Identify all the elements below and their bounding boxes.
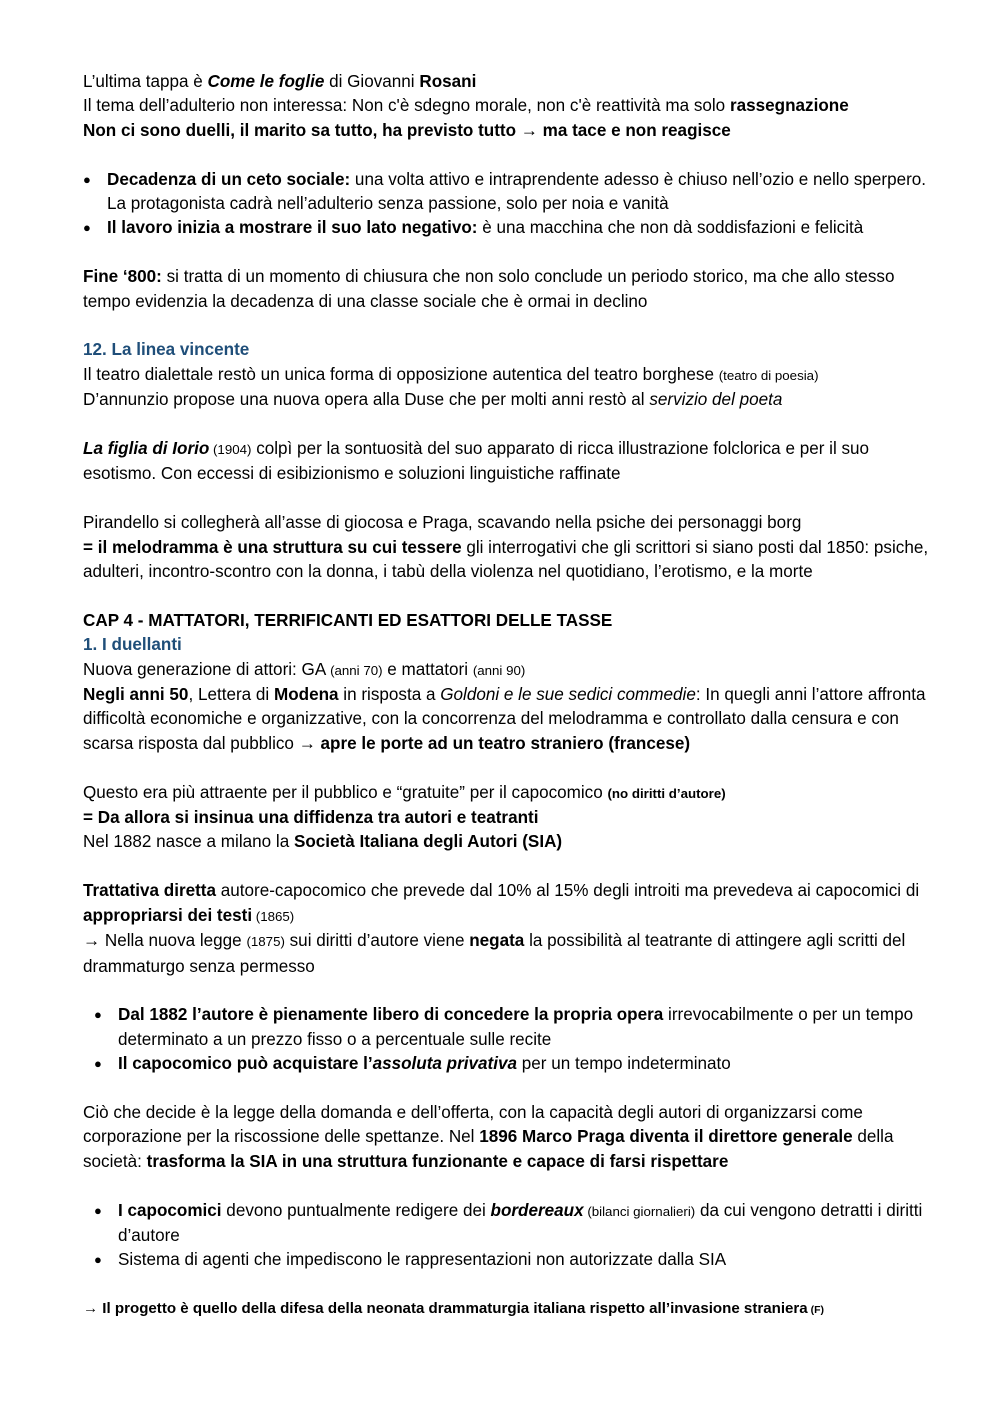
cap4-p3: [83, 781, 933, 806]
emphasis: rassegnazione: [729, 96, 849, 116]
text: Nuova generazione di attori: GA: [83, 659, 331, 679]
list-item: [83, 1052, 933, 1076]
emphasis: negata: [469, 931, 525, 951]
list-item: [83, 1199, 933, 1249]
document-page: [83, 70, 933, 1323]
author-name: Rosani: [419, 72, 477, 91]
note: (1865): [252, 908, 295, 924]
text: Il teatro dialettale restò un unica forma di opposizione autentica del teatro borghese: [83, 364, 719, 384]
text: , Lettera di: [188, 685, 274, 705]
intro-line-2: [83, 94, 933, 118]
cap4-p2: [83, 683, 933, 756]
emphasis: Società Italiana degli Autori (SIA): [293, 832, 563, 852]
bullet-bold: Decadenza di un ceto sociale:: [107, 169, 351, 189]
note: (bilanci giornalieri): [583, 1203, 696, 1219]
bullet-bold: I capocomici: [118, 1200, 222, 1220]
bullet-text: è una macchina che non dà soddisfazioni e felicità: [477, 218, 864, 238]
text: e mattatori: [382, 659, 473, 679]
emphasis: = il melodramma è una struttura su cui tessere: [83, 537, 462, 557]
emphasis: 1896 Marco Praga diventa il direttore generale: [479, 1127, 853, 1147]
emphasis: Modena: [273, 685, 339, 705]
work-title: La figlia di Iorio: [83, 439, 210, 459]
cap4-p4: [83, 806, 933, 830]
note: (1904): [209, 442, 252, 458]
closing-line: [83, 1297, 933, 1322]
work-title: Come le foglie: [207, 72, 325, 91]
text: Questo era più attraente per il pubblico e “gratuite” per il capocomico: [83, 782, 608, 802]
text: Il tema dell’adulterio non interessa: Non c'è sdegno morale, non c'è reattività ma solo: [83, 96, 730, 116]
emphasis: Fine ‘800:: [83, 267, 162, 287]
bullet-text: Sistema di agenti che impediscono le rappresentazioni non autorizzate dalla SIA: [118, 1250, 727, 1270]
note: (no diritti d’autore): [607, 785, 726, 801]
cap4-p6: [83, 879, 933, 929]
sec12-p3: [83, 437, 933, 487]
cap4-p1: [83, 658, 933, 683]
text: colpì per la sontuosità del suo apparato di ricca illustrazione folclorica e per il suo esotismo. Con eccessi di esibizionismo e soluzioni linguistiche raffinate: [83, 439, 870, 484]
list-item: [83, 168, 933, 217]
bullet-list-2: [83, 1003, 933, 1076]
note: (anni 70): [330, 662, 383, 678]
bullet-text: da cui vengono detratti i diritti d’autore: [118, 1200, 923, 1245]
bullet-text: irrevocabilmente o per un tempo determinato a un prezzo fisso o a percentuale sulle recite: [118, 1005, 914, 1049]
sec12-p5: [83, 536, 933, 585]
text: di Giovanni: [324, 72, 420, 91]
note: (teatro di poesia): [718, 367, 819, 383]
bullet-list-1: [83, 168, 933, 241]
text: autore-capocomico che prevede dal 10% al 15% degli introiti ma prevedeva ai capocomici di: [216, 881, 920, 901]
bullet-text: per un tempo indeterminato: [517, 1054, 731, 1074]
sia-paragraph: [83, 1101, 933, 1174]
emphasis: → apre le porte ad un teatro straniero (francese): [298, 733, 691, 753]
bullet-bold: Il capocomico può acquistare l’: [118, 1054, 373, 1074]
emphasis: Negli anni 50: [83, 685, 189, 705]
text: : In quegli anni l’attore affronta difficoltà economiche e organizzative, con la concorrenza del melodramma e controllato dalla censura e con scarsa risposta dal pubblico: [83, 685, 926, 753]
list-item: [83, 1248, 933, 1272]
sec12-p4: Pirandello si collegherà all’asse di giocosa e Praga, scavando nella psiche dei personaggi borg: [83, 513, 802, 533]
intro-line-1: [83, 70, 933, 94]
text: in risposta a: [338, 685, 441, 705]
chapter-heading: CAP 4 - MATTATORI, TERRIFICANTI ED ESATTORI DELLE TASSE: [83, 610, 613, 630]
arrow: →: [83, 1300, 103, 1318]
text: Ciò che decide è la legge della domanda e dell’offerta, con la capacità degli autori di organizzarsi come corporazione per la riscossione delle spettanze. Nel: [83, 1102, 863, 1147]
text: sui diritti d’autore viene: [284, 931, 470, 951]
bullet-bold-italic: bordereaux: [490, 1200, 584, 1220]
emphasis: Il progetto è quello della difesa della neonata drammaturgia italiana rispetto all’invasione straniera: [102, 1300, 808, 1318]
italic-text: servizio del poeta: [649, 390, 783, 410]
bullet-text: devono puntualmente redigere dei: [221, 1200, 491, 1220]
text: si tratta di un momento di chiusura che non solo conclude un periodo storico, ma che allo stesso tempo evidenzia la decadenza di una classe sociale che è ormai in declino: [83, 267, 895, 311]
text: → Nella nuova legge: [83, 931, 247, 951]
text: la possibilità al teatrante di attingere agli scritti del drammaturgo senza permesso: [83, 931, 906, 976]
text: L’ultima tappa è: [83, 72, 208, 91]
note: (F): [807, 1304, 825, 1317]
cap4-p5: [83, 830, 933, 854]
bullet-bold: Il lavoro inizia a mostrare il suo lato negativo:: [107, 218, 478, 238]
emphasis: trasforma la SIA in una struttura funzionante e capace di farsi rispettare: [146, 1151, 729, 1171]
section-heading-1: 1. I duellanti: [83, 635, 182, 655]
cap4-p7: [83, 929, 933, 979]
sec12-p1: [83, 363, 933, 388]
emphasis: = Da allora si insinua una diffidenza tra autori e teatranti: [83, 808, 539, 828]
section-heading-12: 12. La linea vincente: [83, 340, 250, 360]
emphasis: Trattativa diretta: [83, 881, 216, 901]
bullet-bold-italic: assoluta privativa: [372, 1054, 517, 1074]
text: Nel 1882 nasce a milano la: [83, 832, 294, 852]
text: della società:: [83, 1127, 894, 1171]
list-item: [83, 216, 933, 240]
emphasis: Non ci sono duelli, il marito sa tutto, ha previsto tutto → ma tace e non reagisce: [83, 120, 731, 140]
bullet-bold: Dal 1882 l’autore è pienamente libero di concedere la propria opera: [118, 1005, 664, 1025]
fine-800-paragraph: [83, 265, 933, 314]
bullet-list-3: [83, 1199, 933, 1273]
emphasis: appropriarsi dei testi: [83, 905, 253, 925]
note: (anni 90): [472, 662, 526, 678]
sec12-p2: [83, 388, 933, 412]
list-item: [83, 1003, 933, 1052]
text: gli interrogativi che gli scrittori si siano posti dal 1850: psiche, adulteri, incontro-scontro con la donna, i tabù della violenza nel quotidiano, l’erotismo, e la morte: [83, 537, 929, 582]
text: D’annunzio propose una nuova opera alla Duse che per molti anni restò al: [83, 390, 650, 410]
bullet-text: una volta attivo e intraprendente adesso è chiuso nell’ozio e nello sperpero. La protagonista cadrà nell’adulterio senza passione, solo per noia e vanità: [107, 169, 927, 214]
note: (1875): [246, 934, 285, 950]
intro-line-3: [83, 119, 933, 143]
italic-text: Goldoni e le sue sedici commedie: [440, 685, 696, 705]
